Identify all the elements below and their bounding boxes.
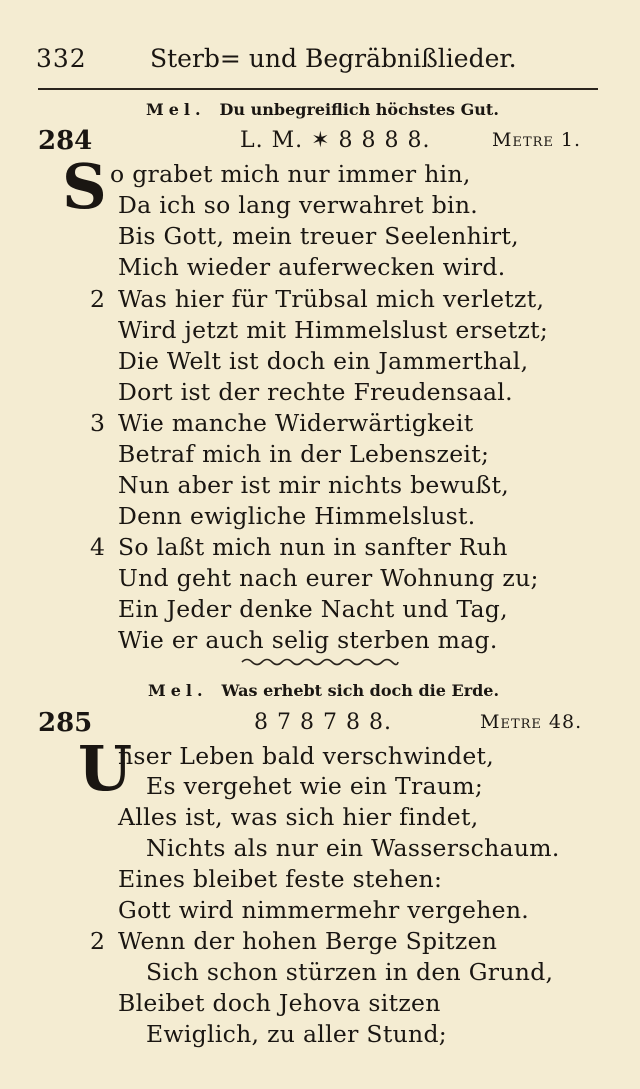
verse-number: 2 bbox=[90, 927, 105, 955]
meter-code-284: L. M. ✶ 8 8 8 8. bbox=[240, 128, 431, 153]
melody-title: Du unbegreiflich höchstes Gut. bbox=[219, 100, 499, 119]
metre-label-285: Metre 48. bbox=[480, 711, 583, 733]
melody-line-284 bbox=[146, 100, 499, 119]
verse-number: 4 bbox=[90, 533, 105, 561]
wavy-divider-ornament bbox=[240, 656, 400, 668]
verse-number: 2 bbox=[90, 285, 105, 313]
drop-cap-285: U bbox=[78, 732, 133, 805]
melody-label: Mel. bbox=[146, 100, 206, 119]
verse-line: Es vergehet wie ein Traum; bbox=[146, 772, 484, 800]
verse-line: Denn ewigliche Himmelslust. bbox=[118, 502, 476, 530]
verse-line: So laßt mich nun in sanfter Ruh bbox=[118, 533, 508, 561]
verse-number: 3 bbox=[90, 409, 105, 437]
verse-line: Die Welt ist doch ein Jammerthal, bbox=[118, 347, 529, 375]
verse-line: Ein Jeder denke Nacht und Tag, bbox=[118, 595, 508, 623]
hymn-number-285: 285 bbox=[38, 708, 93, 738]
melody-line-285 bbox=[148, 681, 499, 700]
running-title: Sterb= und Begräbnißlieder. bbox=[150, 44, 517, 73]
verse-line: nser Leben bald verschwindet, bbox=[118, 742, 495, 770]
verse-line: Nichts als nur ein Wasserschaum. bbox=[146, 834, 560, 862]
page-number: 332 bbox=[36, 44, 87, 73]
header-rule bbox=[38, 88, 598, 90]
verse-line: Alles ist, was sich hier findet, bbox=[118, 803, 479, 831]
verse-line: Eines bleibet feste stehen: bbox=[118, 865, 443, 893]
hymn-number-284: 284 bbox=[38, 126, 93, 156]
verse-line: Ewiglich, zu aller Stund; bbox=[146, 1020, 448, 1048]
verse-line: Nun aber ist mir nichts bewußt, bbox=[118, 471, 509, 499]
verse-line: Wenn der hohen Berge Spitzen bbox=[118, 927, 498, 955]
melody-title: Was erhebt sich doch die Erde. bbox=[221, 681, 500, 700]
verse-line: Wird jetzt mit Himmelslust ersetzt; bbox=[118, 316, 549, 344]
verse-line: Gott wird nimmermehr vergehen. bbox=[118, 896, 530, 924]
verse-line: Bleibet doch Jehova sitzen bbox=[118, 989, 441, 1017]
verse-line: Bis Gott, mein treuer Seelenhirt, bbox=[118, 222, 519, 250]
verse-line: Was hier für Trübsal mich verletzt, bbox=[118, 285, 545, 313]
verse-line: Sich schon stürzen in den Grund, bbox=[146, 958, 554, 986]
verse-line: o grabet mich nur immer hin, bbox=[110, 160, 471, 188]
verse-line: Betraf mich in der Lebenszeit; bbox=[118, 440, 490, 468]
verse-line: Mich wieder auferwecken wird. bbox=[118, 253, 506, 281]
verse-line: Wie manche Widerwärtigkeit bbox=[118, 409, 474, 437]
verse-line: Da ich so lang verwahret bin. bbox=[118, 191, 479, 219]
melody-label: Mel. bbox=[148, 681, 208, 700]
meter-code-285: 8 7 8 7 8 8. bbox=[254, 710, 392, 735]
verse-line: Dort ist der rechte Freudensaal. bbox=[118, 378, 513, 406]
verse-line: Und geht nach eurer Wohnung zu; bbox=[118, 564, 539, 592]
metre-label-284: Metre 1. bbox=[492, 129, 582, 151]
verse-line: Wie er auch selig sterben mag. bbox=[118, 626, 498, 654]
drop-cap-284: S bbox=[62, 150, 107, 223]
